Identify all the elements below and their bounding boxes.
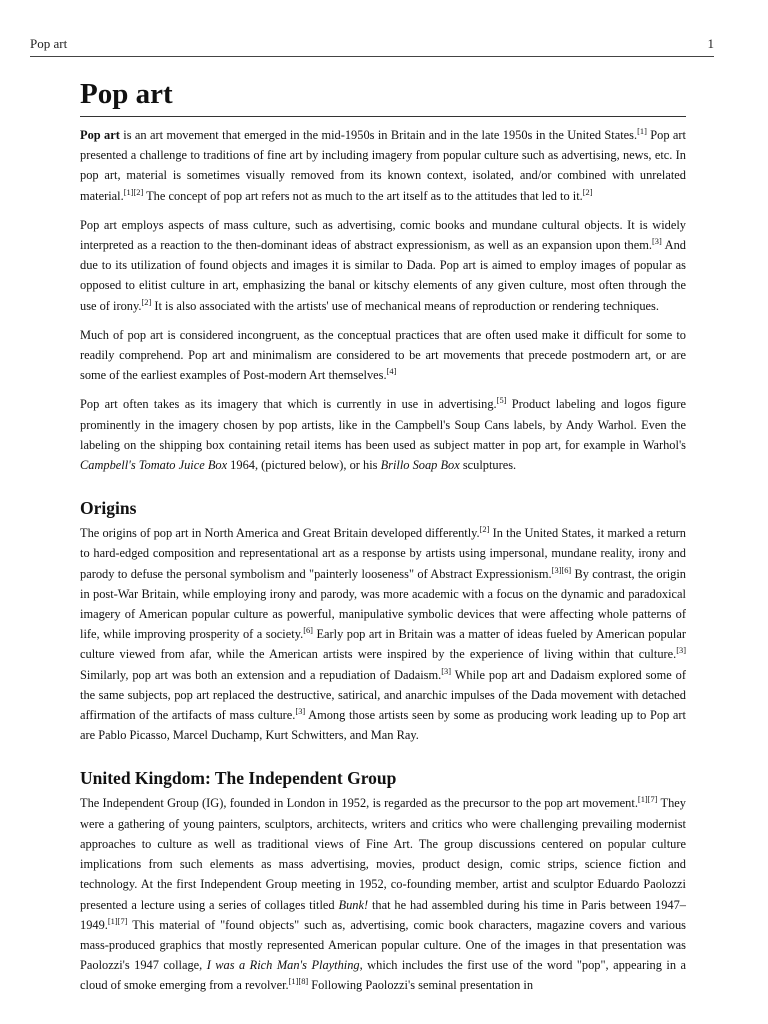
citation-ref[interactable]: [3] [441,666,451,676]
text-span: And due to its utilization of found objects and images it is similar to Dada. Pop art is aimed to employ images of popular as opposed to elitist culture in art, emphasizing the banal or kitschy elements of any given culture, most often through the use of irony. [80,238,686,313]
text-span: Pop art presented a challenge to traditions of fine art by including imagery from popular culture such as advertising, news, etc. In pop art, material is sometimes visually removed from its known context, isolated, and/or combined with unrelated material. [80,128,686,203]
text-span: While pop art and Dadaism explored some of the same subjects, pop art replaced the destructive, satirical, and anarchic impulses of the Dada movement with detached affirmation of the artifacts of mass culture. [80,667,687,723]
text-span: This material of "found objects" such as, advertising, comic book characters, magazine covers and various mass-produced graphics that mostly represented American popular culture. One of the images in that presentation was Paolozzi's 1947 collage, [80,917,686,973]
text-span: is an art movement that emerged in the mid-1950s in Britain and in the late 1950s in the United States. [119,128,638,142]
citation-ref[interactable]: [6] [303,626,313,636]
text-span: The Independent Group (IG), founded in London in 1952, is regarded as the precursor to the pop art movement. [80,796,638,811]
citation-ref[interactable]: [2] [582,187,593,197]
text-span: They were a gathering of young painters, sculptors, architects, writers and critics who were challenging prevailing modernist approaches to culture as well as traditional views of Fine Art. The group discussions centered on popular culture implications from such elements as mass advertising, movies, product design, comic strips, science fiction and technology. At the first Independent Group meeting in 1952, co-founding member, artist and sculptor Eduardo Paolozzi presented a lecture using a series of collages titled [80,796,686,912]
italic-title: Brillo Soap Box [380,458,460,473]
text-span: The concept of pop art refers not as much to the art itself as to the attitudes that led to it. [143,188,583,203]
intro-paragraph-4 [80,394,686,475]
page-number: 1 [707,36,714,51]
running-title: Pop art [30,36,68,51]
citation-ref[interactable]: [3] [295,707,306,717]
text-span: Pop art often takes as its imagery that which is currently in use in advertising. [80,397,497,412]
text-span: The origins of pop art in North America and Great Britain developed differently. [80,526,480,541]
citation-ref[interactable]: [1] [637,127,647,136]
text-span: , which includes the first use of the word "pop", appearing in a cloud of smoke emerging from a revolver. [80,958,686,993]
citation-ref[interactable]: [2] [479,525,490,535]
origins-paragraph [80,523,686,745]
page-title: Pop art [80,76,686,117]
text-span: Much of pop art is considered incongruent, as the conceptual practices that are often used make it difficult for some to readily comprehend. Pop art and minimalism are considered to be art movements that precede postmodern art, or are some of the earliest examples of Post-modern Art themselves. [80,327,686,383]
citation-ref[interactable]: [5] [496,396,507,406]
citation-ref[interactable]: [1][7] [637,795,658,805]
text-span: Among those artists seen by some as producing work leading up to Pop art are Pablo Picasso, Marcel Duchamp, Kurt Schwitters, and Man Ray. [80,708,687,743]
text-span: In the United States, it marked a return to hard-edged composition and representational art as a response by artists using impersonal, mundane reality, irony and parody to defuse the personal symbolism and "painterly looseness" of Abstract Expressionism. [80,526,686,581]
citation-ref[interactable]: [1][2] [123,187,144,197]
text-span: that he had assembled during his time in Paris between 1947–1949. [80,897,686,932]
text-span: sculptures. [459,458,517,473]
intro-paragraph-3 [80,325,686,386]
intro-paragraph-2 [80,215,686,316]
bold-term: Pop art [80,128,120,142]
italic-title: Campbell's Tomato Juice Box [80,458,228,473]
uk-paragraph [80,793,686,995]
text-span: By contrast, the origin in post-War Britain, while employing irony and parody, was more academic with a focus on the dynamic and paradoxical imagery of American popular culture as powerful, manipulative symbolic devices that were affecting whole patterns of life, while improving prosperity of a society. [80,566,686,642]
article-body [80,76,686,996]
text-span: Product labeling and logos figure prominently in the imagery chosen by pop artists, like in the Campbell's Soup Cans labels, by Andy Warhol. Even the labeling on the shipping box containing retail items has been used as subject matter in pop art, for example in Warhol's [80,397,686,452]
text-span: 1964, (pictured below), or his [227,458,381,473]
header-divider [30,56,714,57]
section-heading-united-kingdom: United Kingdom: The Independent Group [80,768,397,789]
citation-ref[interactable]: [4] [386,367,397,377]
citation-ref[interactable]: [3] [676,646,686,656]
citation-ref[interactable]: [2] [141,297,152,307]
text-span: Similarly, pop art was both an extension and a repudiation of Dadaism. [80,667,442,682]
text-span: Early pop art in Britain was a matter of ideas fueled by American popular culture viewed from afar, while the American artists were inspired by the experience of living within that culture. [80,627,686,662]
italic-title: I was a Rich Man's Plaything [206,958,360,973]
intro-paragraph-1 [80,125,686,206]
citation-ref[interactable]: [3] [652,237,662,247]
text-span: It is also associated with the artists' use of mechanical means of reproduction or rendering techniques. [151,298,659,313]
citation-ref[interactable]: [3][6] [551,565,572,575]
text-span: Following Paolozzi's seminal presentation in [308,978,534,993]
section-heading-origins: Origins [80,498,137,519]
italic-title: Bunk! [338,897,369,912]
citation-ref[interactable]: [1][8] [288,977,309,987]
citation-ref[interactable]: [1][7] [107,916,128,926]
text-span: Pop art employs aspects of mass culture, such as advertising, comic books and mundane cultural objects. It is widely interpreted as a reaction to the then-dominant ideas of abstract expressionism, as well as an expansion upon them. [80,217,686,253]
